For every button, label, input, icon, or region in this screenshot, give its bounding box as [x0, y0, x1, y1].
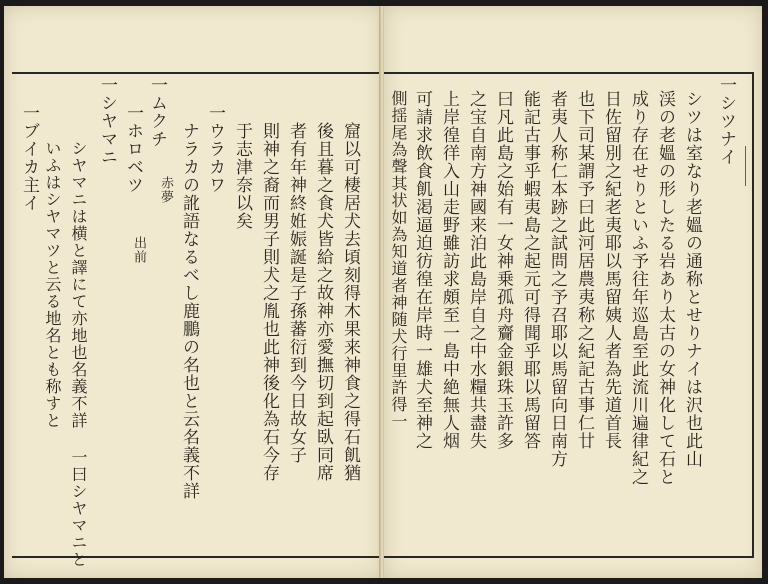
- right-heading-shitsunai: 一シツナイ: [716, 76, 736, 166]
- right-text-column: 也下司某謂予曰此河居農夷称之紀記古事仁廿: [574, 90, 594, 450]
- right-text-column: 成り存在せりといふ予往年巡島至此流川遍律紀之: [628, 90, 648, 486]
- left-heading-buika: 一ブイカ主イ: [19, 104, 39, 212]
- left-heading-mukuchi: 一ムクチ: [147, 76, 167, 148]
- left-heading-horobetsu: 一ホロベツ: [123, 104, 143, 194]
- left-text-column: 則神之裔而男子則犬之胤也此神後化為石今存: [259, 122, 279, 482]
- left-heading-urakawa: 一ウラカワ: [205, 104, 225, 194]
- left-text-column: 于志津奈以矣: [232, 122, 252, 230]
- left-text-column: いふはシヤマツと云る地名とも称すと: [43, 140, 62, 429]
- right-text-column: 上岸徨徉入山走野雖訪求頗至一島中絶無人烟: [439, 90, 459, 450]
- right-text-column: 日佐留別之紀老夷耶以馬留姨人者為先道首長: [601, 90, 621, 450]
- left-text-column: 後且暮之食犬皆給之故神亦愛撫切到起臥同席: [313, 122, 333, 482]
- page-edge-tab: [745, 146, 756, 186]
- right-text-column: 可請求飲食飢渇逼迫彷徨在岸時一雄犬至神之: [412, 90, 432, 450]
- right-text-column: 者夷人称仁本跡之試問之予召耶以馬留向日南方: [547, 90, 567, 468]
- right-text-column: シツは室なり老媼の通称とせりナイは沢也此山: [682, 90, 702, 468]
- right-text-column: 之宝自南方神國来泊此島岸自之中水糧共盡失: [466, 90, 486, 450]
- right-text-column: 曰凡此島之始有一女神乗孤舟齎金銀珠玉許多: [493, 90, 513, 450]
- right-text-column: 側揺尾為聲其状如為知道者神随犬行里許得一: [389, 90, 408, 430]
- left-heading-shamani: 一シヤマニ: [97, 76, 117, 166]
- left-annotation: 出前: [131, 236, 146, 264]
- left-annotation: 赤夢: [158, 176, 173, 204]
- left-text-column: 窟以可棲居犬去頃刻得木果来神食之得石飢猶: [340, 122, 360, 482]
- left-text-column: 者有年神終姙娠誕是子孫蕃衍到今日故女子: [286, 122, 306, 464]
- right-text-column: 能記古事乎蝦夷島之起元可得聞乎耶以馬留答: [520, 90, 540, 450]
- left-text-column: ナラカの訛語なるべし鹿鵬の名也と云名義不詳: [179, 122, 199, 500]
- right-text-column: 渓の老媼の形したる岩あり太古の女神化して石と: [655, 90, 675, 486]
- left-text-column: シヤマニは横と譯にて亦地也名義不詳 一曰シヤマニと: [69, 140, 88, 568]
